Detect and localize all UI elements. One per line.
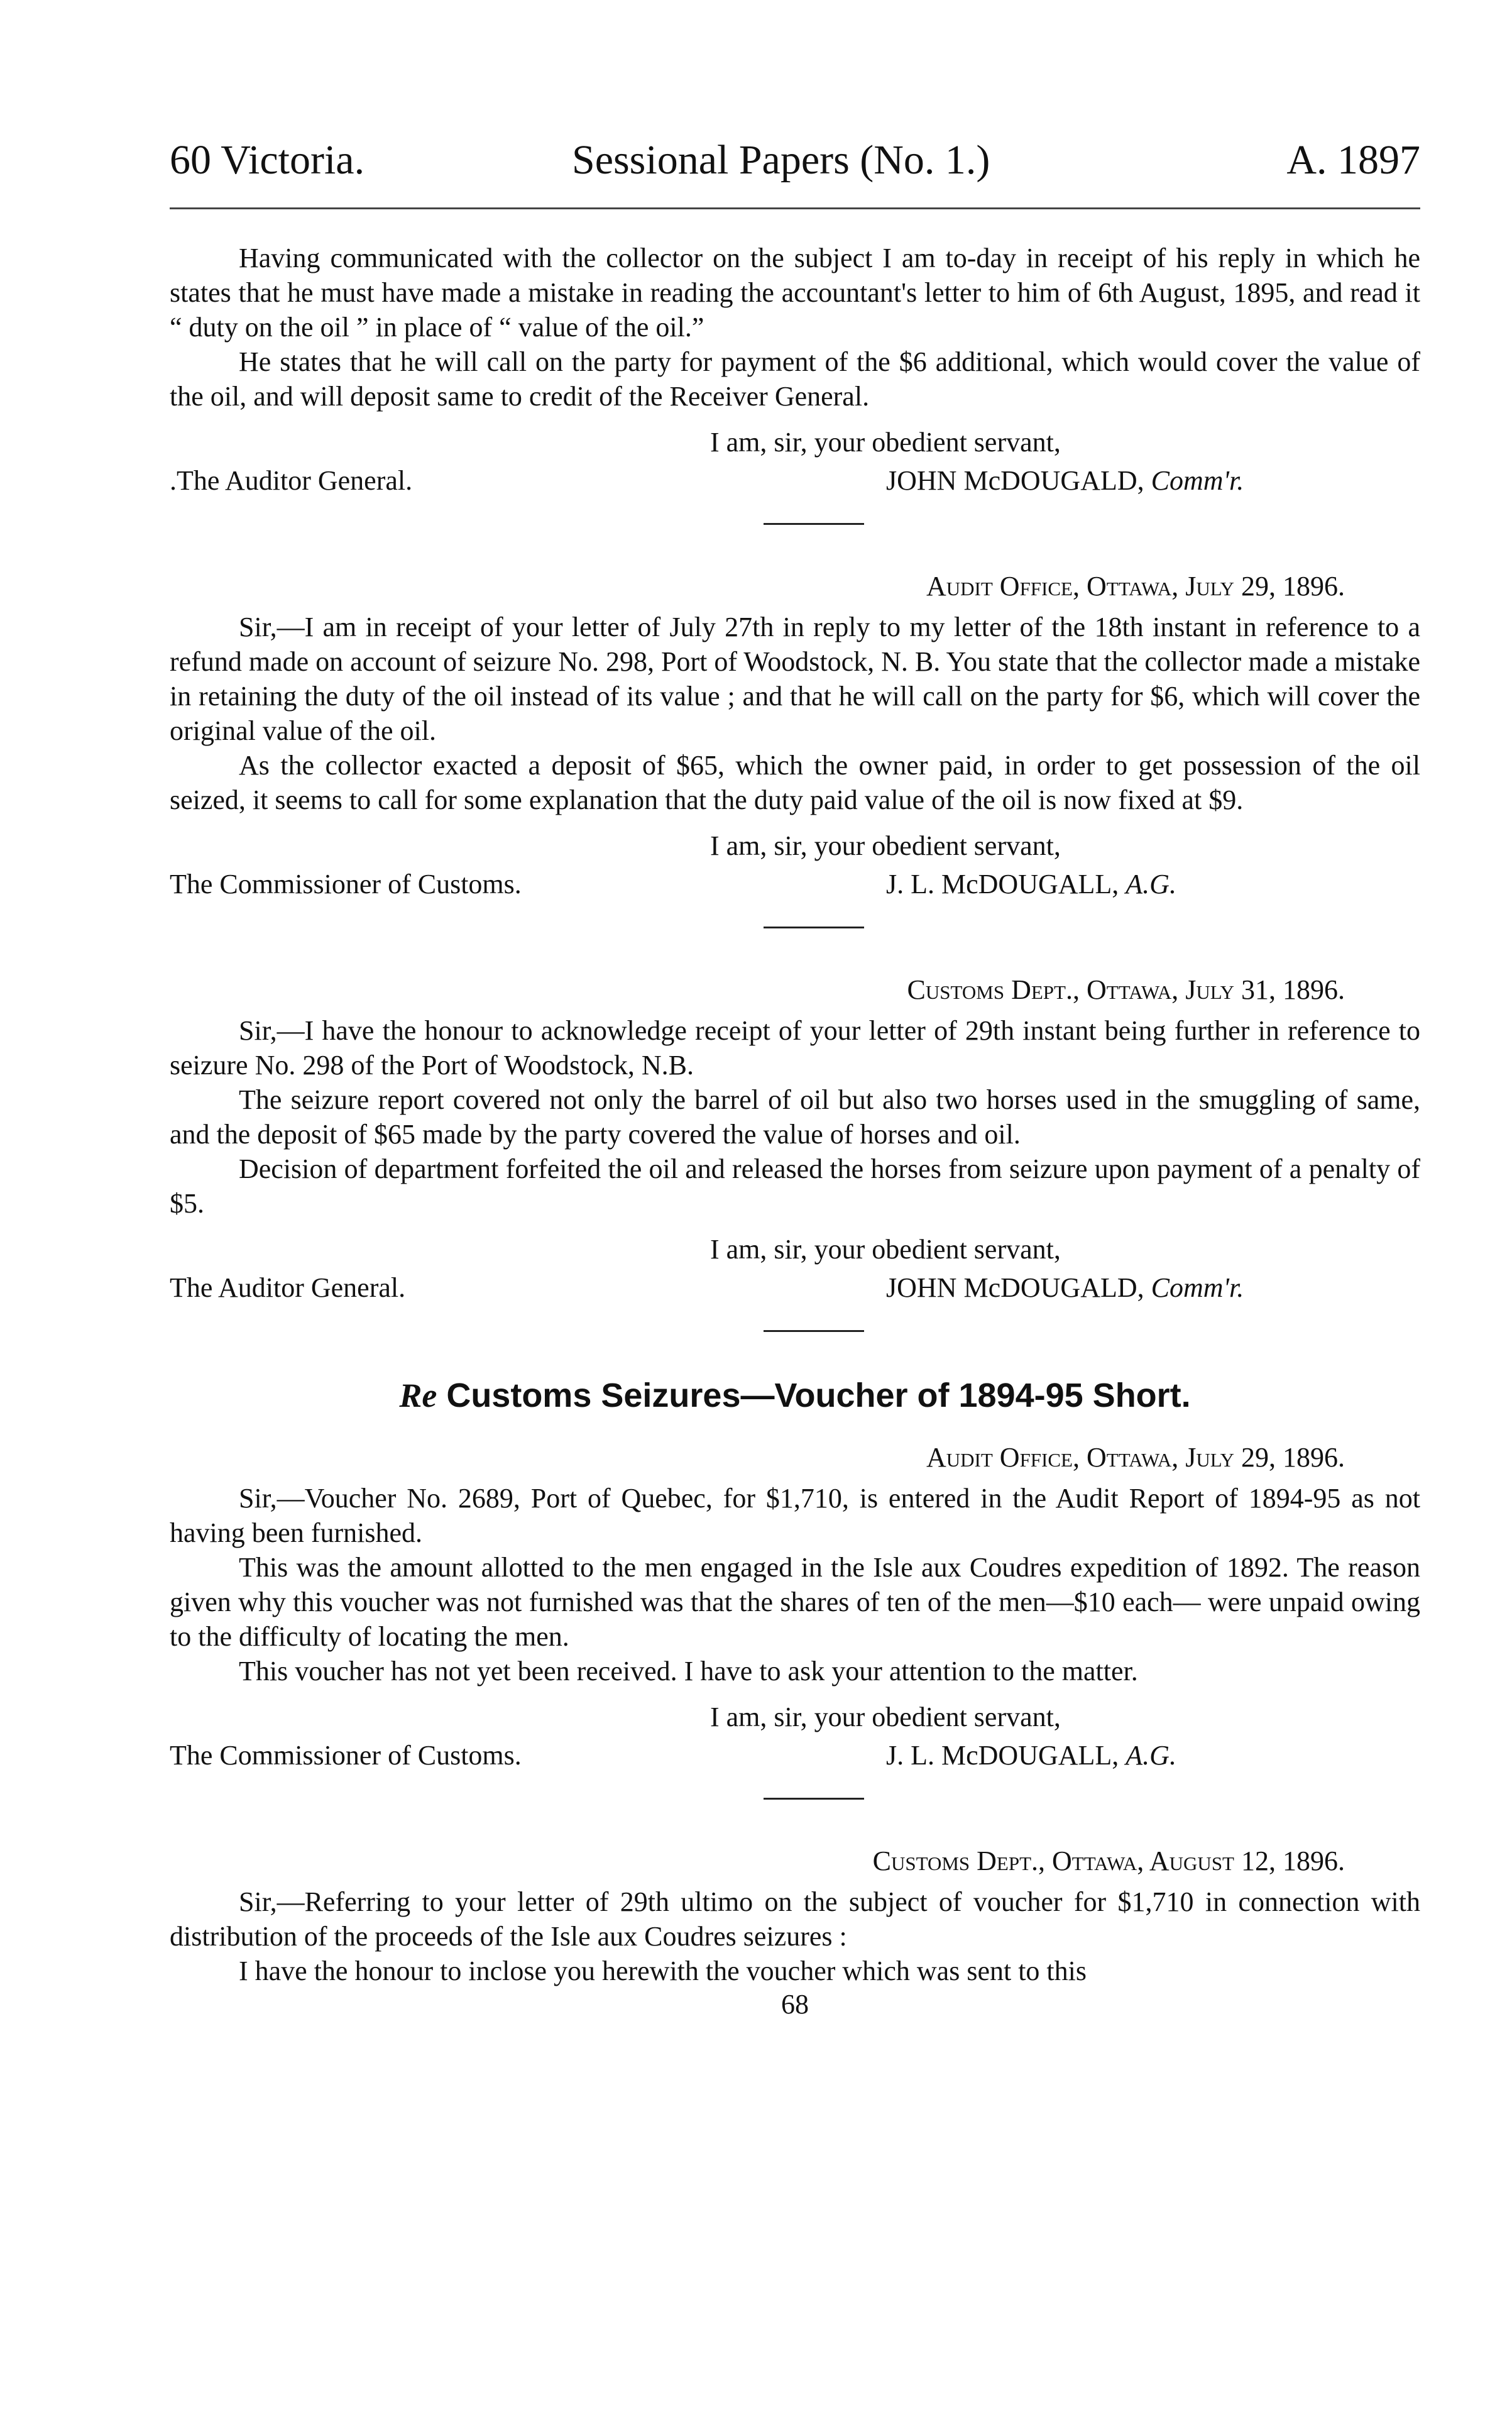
signer-name: JOHN McDOUGALD, (886, 465, 1144, 496)
signer-title: Comm'r. (1151, 1272, 1244, 1303)
separator-rule (764, 523, 864, 525)
signer (735, 1738, 1420, 1773)
signer-name: JOHN McDOUGALD, (886, 1272, 1144, 1303)
paragraph: Sir,—I have the honour to acknowledge receipt of your letter of 29th instant being further in reference to seizure No. 298 of the Port of Woodstock, N.B. (170, 1015, 1420, 1081)
letter-3-body (170, 1013, 1420, 1221)
signer (735, 867, 1420, 901)
addressee: .The Auditor General. (170, 465, 413, 496)
signer-name: J. L. McDOUGALL, (886, 869, 1119, 900)
separator-rule (764, 1798, 864, 1800)
closing-line: I am, sir, your obedient servant, (710, 1702, 1061, 1732)
running-head (170, 126, 1420, 195)
paragraph: Decision of department forfeited the oil and released the horses from seizure upon payment of a penalty of $5. (170, 1153, 1420, 1219)
addressee: The Commissioner of Customs. (170, 869, 522, 900)
paragraph: Sir,—Voucher No. 2689, Port of Quebec, for $1,710, is entered in the Audit Report of 1894-95 as not having been furnished. (170, 1483, 1420, 1548)
dateline: Customs Dept., Ottawa, August 12, 1896. (872, 1846, 1345, 1876)
closing-line: I am, sir, your obedient servant, (710, 1234, 1061, 1265)
paragraph: I have the honour to inclose you herewith the voucher which was sent to this (239, 1956, 1087, 1986)
letter-4-body (170, 1481, 1420, 1688)
paragraph: As the collector exacted a deposit of $65, which the owner paid, in order to get possession of the oil seized, it seems to call for some explanation that the duty paid value of the oil is now fixed at $9. (170, 750, 1420, 815)
signature-row (170, 867, 1420, 901)
closing-line: I am, sir, your obedient servant, (710, 427, 1061, 458)
signature-row (170, 463, 1420, 498)
closing-line: I am, sir, your obedient servant, (710, 830, 1061, 861)
header-session: 60 Victoria. (170, 137, 365, 183)
signer-name: J. L. McDOUGALL, (886, 1740, 1119, 1771)
signer (735, 463, 1420, 498)
letter-1-body (170, 241, 1420, 414)
signer-title: A.G. (1126, 869, 1176, 900)
page-number: 68 (781, 1989, 809, 2020)
section-heading (170, 1376, 1420, 1415)
header-title: Sessional Papers (No. 1.) (572, 137, 990, 183)
paragraph: Sir,—Referring to your letter of 29th ultimo on the subject of voucher for $1,710 in connection with distribution of the proceeds of the Isle aux Coudres seizures : (170, 1886, 1420, 1952)
letter-2-body (170, 610, 1420, 817)
dateline: Customs Dept., Ottawa, July 31, 1896. (907, 974, 1345, 1005)
paragraph: This voucher has not yet been received. I have to ask your attention to the matter. (239, 1656, 1138, 1686)
section-heading-text: Customs Seizures—Voucher of 1894-95 Short. (446, 1377, 1191, 1414)
paragraph: Sir,—I am in receipt of your letter of July 27th in reply to my letter of the 18th instant in reference to a refund made on account of seizure No. 298, Port of Woodstock, N. B. You state that the collector made a mistake in retaining the duty of the oil instead of its value ; and that he will call on the party for $6, which will cover the original value of the oil. (170, 612, 1420, 746)
paragraph: The seizure report covered not only the barrel of oil but also two horses used in the smuggling of same, and the deposit of $65 made by the party covered the value of horses and oil. (170, 1084, 1420, 1150)
addressee: The Commissioner of Customs. (170, 1740, 522, 1771)
dateline: Audit Office, Ottawa, July 29, 1896. (926, 571, 1345, 602)
signer-title: Comm'r. (1151, 465, 1244, 496)
signature-row (170, 1270, 1420, 1305)
paragraph: He states that he will call on the party for payment of the $6 additional, which would cover the value of the oil, and will deposit same to credit of the Receiver General. (170, 346, 1420, 412)
addressee: The Auditor General. (170, 1272, 406, 1303)
signer-title: A.G. (1126, 1740, 1176, 1771)
section-heading-re: Re (399, 1377, 437, 1414)
letter-5-body (170, 1885, 1420, 1988)
separator-rule (764, 927, 864, 928)
signature-row (170, 1738, 1420, 1773)
signer (735, 1270, 1420, 1305)
header-year: A. 1897 (1286, 137, 1420, 183)
dateline: Audit Office, Ottawa, July 29, 1896. (926, 1442, 1345, 1473)
document-page (170, 126, 1420, 2020)
paragraph: Having communicated with the collector on the subject I am to-day in receipt of his reply in which he states that he must have made a mistake in reading the accountant's letter to him of 6th August, 1895, and read it “ duty on the oil ” in place of “ value of the oil.” (170, 243, 1420, 343)
separator-rule (764, 1330, 864, 1332)
paragraph: This was the amount allotted to the men engaged in the Isle aux Coudres expedition of 1892. The reason given why this voucher was not furnished was that the shares of ten of the men—$10 each— were unpaid owing to the difficulty of locating the men. (170, 1552, 1420, 1652)
header-rule (170, 207, 1420, 209)
